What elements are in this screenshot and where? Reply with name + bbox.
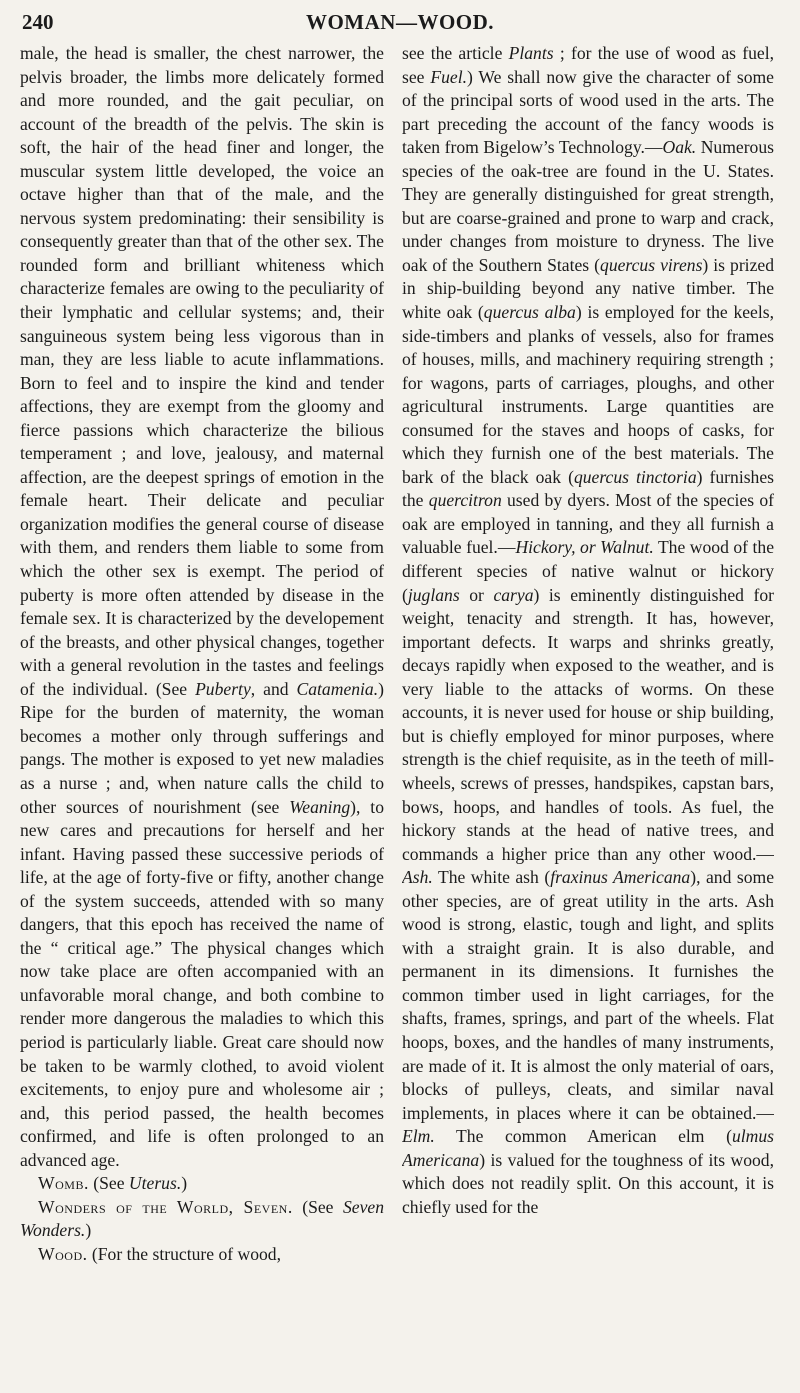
latin-name: ulmus Americana	[402, 1126, 774, 1170]
text-run: used by dyers. Most of the species of oak are employed in tanning, and they all furnish a valuable fuel.—	[402, 490, 774, 558]
text-run: ) furnishes the	[402, 466, 774, 511]
page-header	[22, 10, 778, 36]
text-run: )	[85, 1220, 92, 1241]
latin-name: quercus virens	[600, 254, 703, 275]
text-run: ), to new cares and precautions for herself and her infant. Having passed these successive periods of life, at the age of forty-five or fifty, another change of the system succeeds, attended with so many dangers, that this epoch has received the name of the “ critical age.” The physical changes which now take place are often accompanied with an unfavorable moral change, and both combine to render more dangerous the maladies to which this period is particularly liable. Great care should now be taken to be warmly clothed, to avoid violent excitements, to enjoy pure and wholesome air ; and, this period passed, the health becomes confirmed, and life is often prolonged to an advanced age.	[20, 796, 384, 1170]
wonders-entry	[20, 1196, 384, 1243]
latin-name: juglans	[407, 584, 460, 605]
text-run: or	[459, 584, 494, 605]
text-run: (See	[292, 1196, 343, 1217]
latin-name: quercus alba	[483, 302, 576, 323]
subentry-ash: Ash.	[402, 867, 433, 888]
text-run: ), and some other species, are of great utility in the arts. Ash wood is strong, elastic, tough and light, and splits with a straight grain. It is also durable, and permanent in its dimensions. It furnishes the common timber used in light carriages, for the shafts, frames, springs, and part of the wheels. Flat hoops, boxes, and the handles of many instruments, are made of it. It is almost the only material of oars, blocks of pulleys, cleats, and similar naval implements, in places where it can be obtained.—	[402, 867, 774, 1123]
text-run: )	[181, 1173, 188, 1194]
text-run: ; for the use of wood as fuel, see	[402, 43, 774, 87]
cross-reference: Puberty	[195, 678, 251, 699]
text-run: The white ash (	[432, 867, 551, 888]
woman-paragraph	[20, 42, 384, 1172]
cross-reference: Fuel.	[430, 66, 467, 87]
subentry-hickory: Hickory, or Walnut.	[515, 537, 654, 558]
latin-name: fraxinus Americana	[550, 867, 691, 888]
text-run: see the article	[402, 43, 509, 63]
text-run: The common American elm (	[434, 1126, 732, 1147]
text-run: , and	[250, 678, 297, 699]
running-head: WOMAN—WOOD.	[305, 10, 495, 34]
text-run: ) is prized in ship-building beyond any native timber. The white oak (	[402, 254, 774, 323]
subentry-oak: Oak.	[662, 137, 697, 158]
text-run: ) We shall now give the character of some of the principal sorts of wood used in the arts. The part preceding the account of the fancy woods is taken from Bigelow’s Technology.—	[402, 66, 774, 158]
cross-reference: Uterus.	[128, 1173, 182, 1194]
right-column	[402, 42, 774, 1382]
text-run: (See	[88, 1173, 129, 1194]
page-number: 240	[22, 10, 54, 34]
left-column	[20, 42, 384, 1382]
womb-entry	[20, 1172, 384, 1196]
wood-entry	[20, 1243, 384, 1267]
wood-paragraph	[402, 42, 774, 1219]
latin-name: quercus tinctoria	[573, 466, 697, 487]
text-run: male, the head is smaller, the chest narrower, the pelvis broader, the limbs more delicately formed and more rounded, and the gait peculiar, on account of the breadth of the pelvis. The skin is soft, the hair of the head finer and longer, the muscular system little developed, the voice an octave higher than that of the male, and the nervous system predominating: their sensibility is consequently greater than that of the other sex. The rounded form and brilliant whiteness which characterize females are owing to the peculiarity of their lymphatic and cellular systems; and, their sanguineous system being less vigorous than in man, they are less liable to acute inflammations. Born to feel and to inspire the kind and tender affections, they are exempt from the gloomy and fierce passions which characterize the bilious temperament ; and love, jealousy, and maternal affection, are the deepest springs of emotion in the female heart. Their delicate and peculiar organization modifies the general course of disease with them, and renders them liable to some from which the other sex is exempt. The period of puberty is more often attended by disease in the female sex. It is characterized by the developement of the breasts, and other physical changes, together with a general revolution in the tastes and feelings of the individual. (See	[20, 43, 384, 699]
entry-headword: Wood.	[38, 1243, 88, 1264]
text-run: ) is valued for the toughness of its wood, which does not readily split. On this account, it is chiefly used for the	[402, 1149, 774, 1217]
subentry-elm: Elm.	[402, 1126, 435, 1147]
entry-headword: Womb.	[38, 1173, 89, 1194]
text-run: ) is eminently distinguished for weight, tenacity and strength. It has, however, important defects. It warps and shrinks greatly, decays rapidly when exposed to the weather, and is very liable to the attacks of worms. On these accounts, it is never used for house or ship building, but is chiefly employed for minor purposes, where strength is the chief requisite, as in the teeth of mill-wheels, screws of presses, handspikes, capstan bars, bows, hoops, and handles of tools. As fuel, the hickory stands at the head of native trees, and commands a higher price than any other wood.—	[402, 584, 774, 864]
text-run: ) is employed for the keels, side-timbers and planks of vessels, also for frames of houses, mills, and machinery requiring strength ; for wagons, parts of carriages, ploughs, and other agricultural instruments. Large quantities are consumed for the staves and hoops of casks, for which they furnish one of the best materials. The bark of the black oak (	[402, 302, 774, 487]
text-run: The wood of the different species of native walnut or hickory (	[402, 537, 774, 605]
text-run: ) Ripe for the burden of maternity, the woman becomes a mother only through sufferings and pangs. The mother is exposed to yet new maladies as a nurse ; and, when nature calls the child to other sources of nourishment (see	[20, 678, 384, 817]
latin-name: carya	[493, 584, 534, 605]
latin-name: quercitron	[428, 490, 502, 511]
entry-headword: Wonders of the World, Seven.	[38, 1196, 293, 1217]
cross-reference: Catamenia.	[296, 678, 379, 699]
cross-reference: Weaning	[289, 796, 351, 817]
cross-reference: Plants	[508, 43, 554, 63]
text-run: Numerous species of the oak-tree are found in the U. States. They are generally distinguished for great strength, but are coarse-grained and prone to warp and crack, under changes from moisture to dryness. The live oak of the Southern States (	[402, 137, 774, 275]
text-run: (For the structure of wood,	[87, 1243, 282, 1264]
cross-reference: Seven Wonders.	[20, 1196, 384, 1241]
